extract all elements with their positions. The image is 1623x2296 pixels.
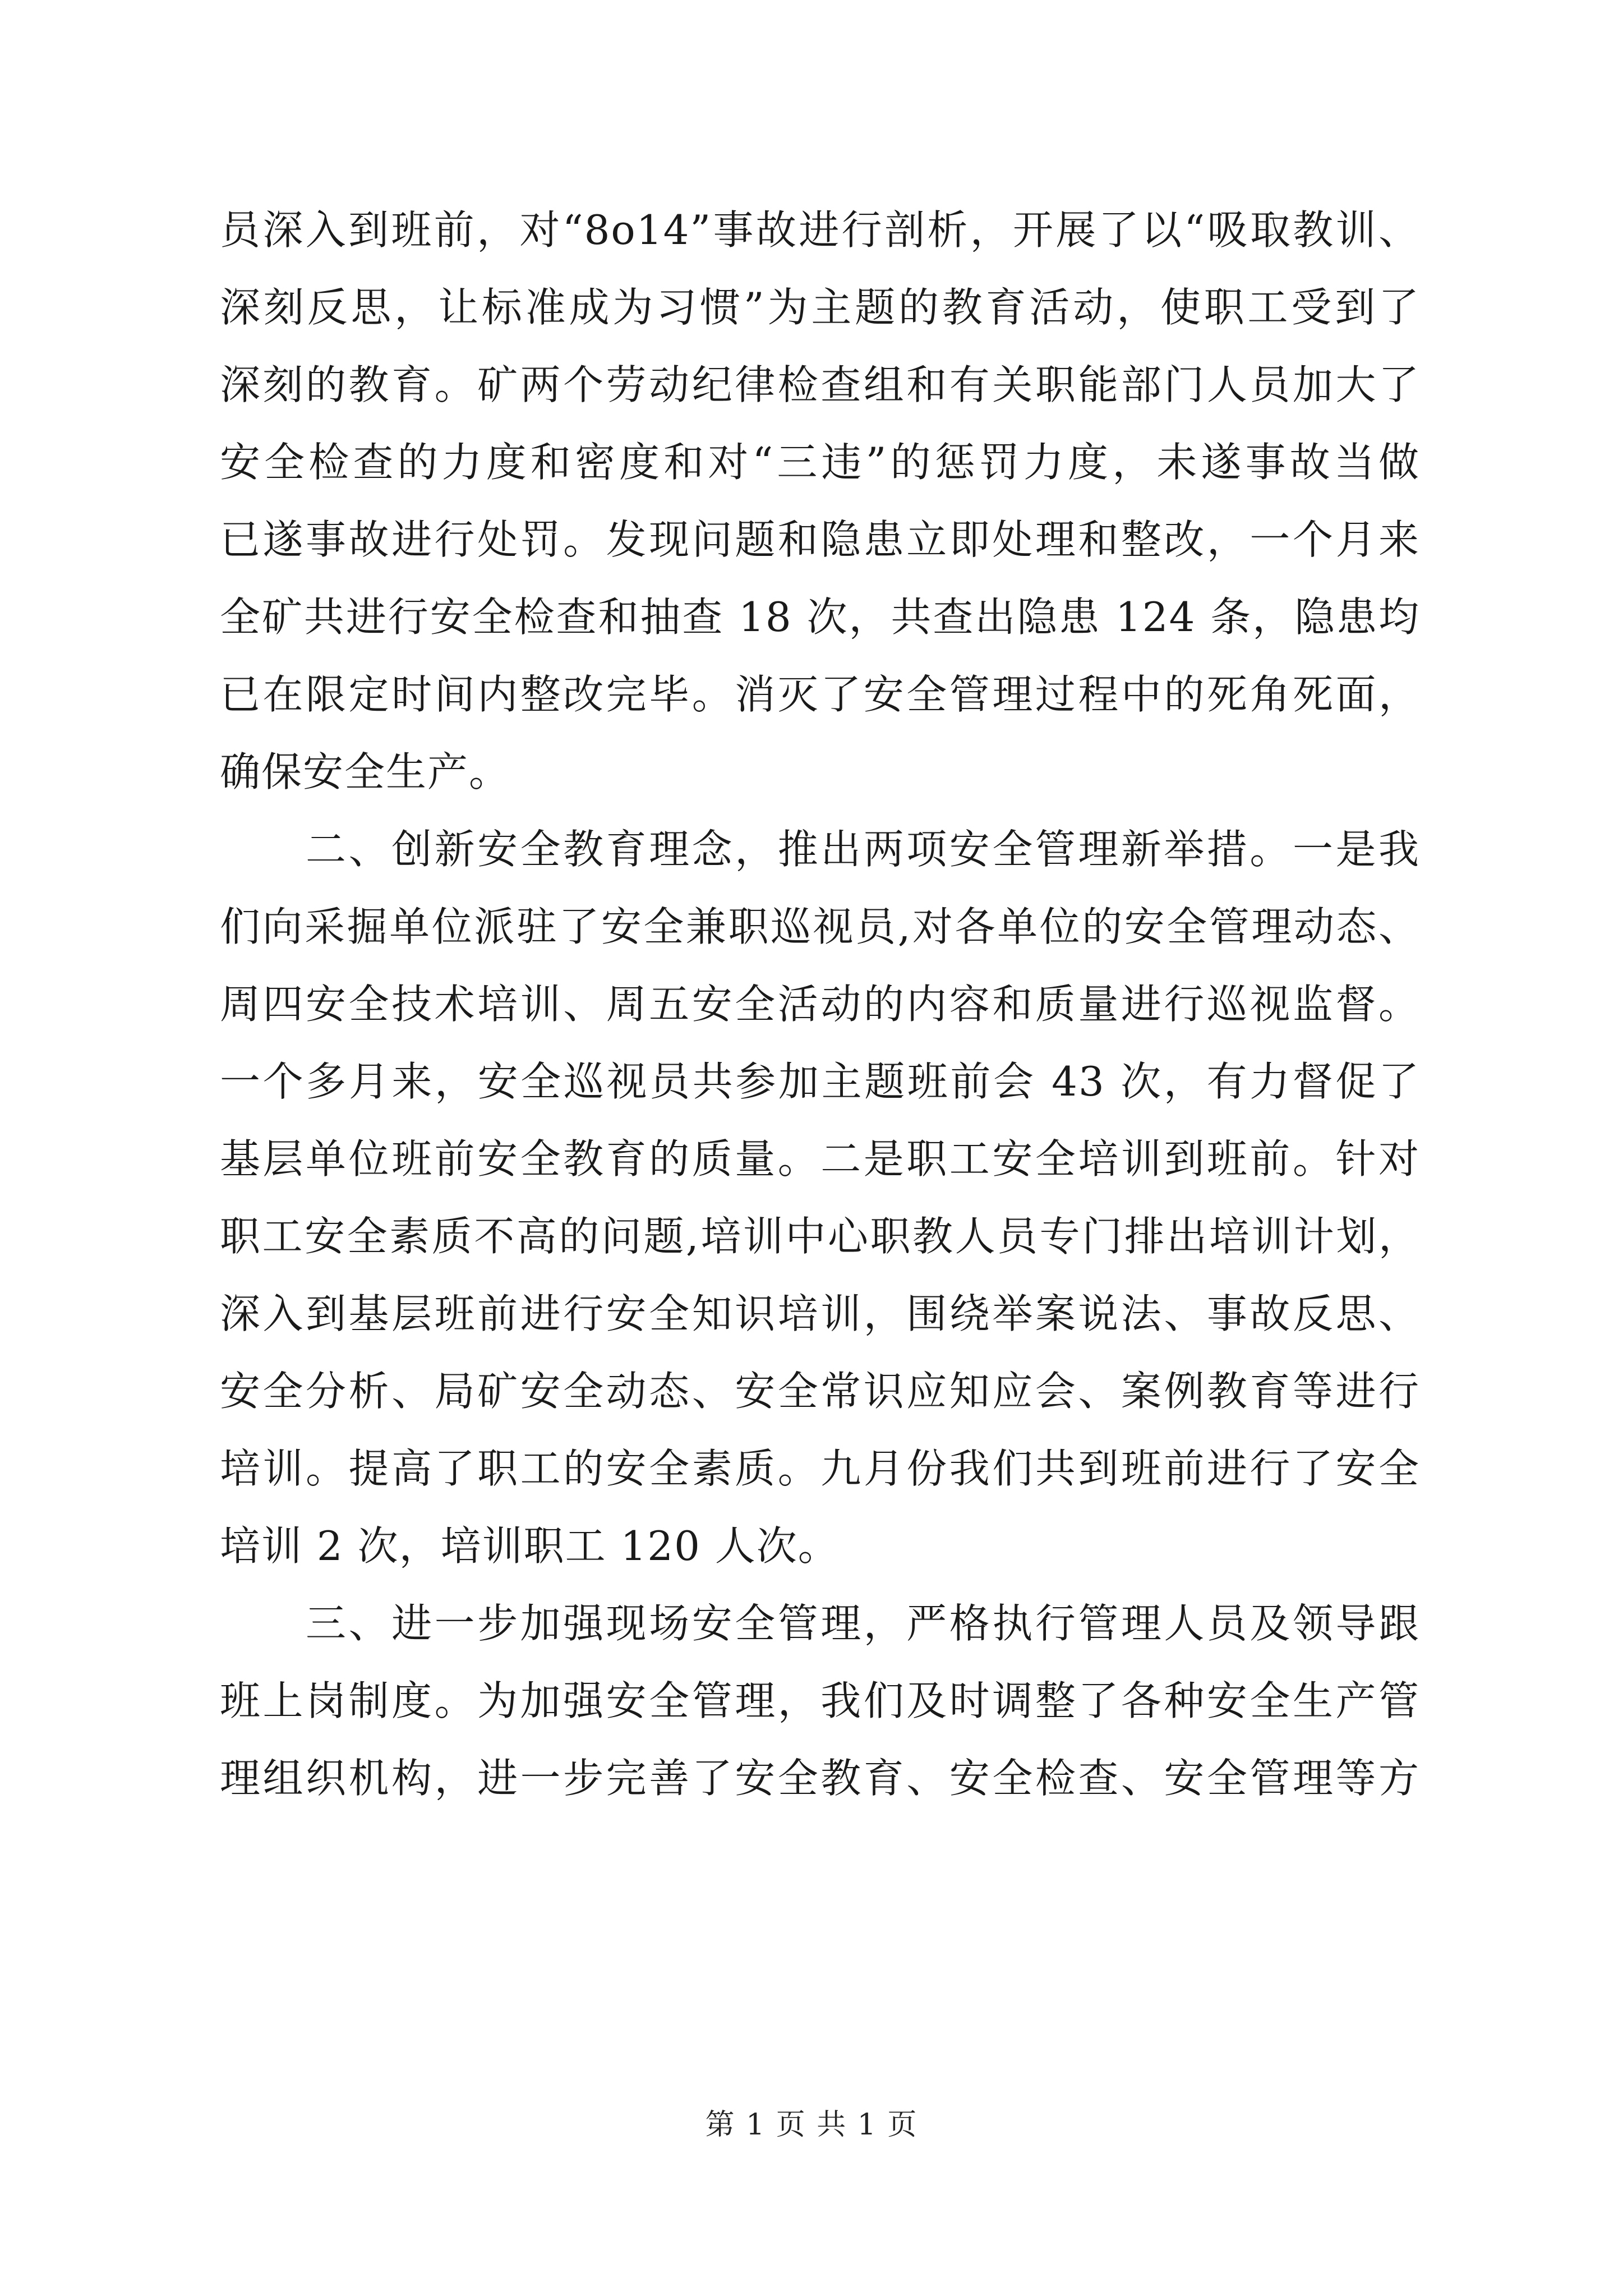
text-line: 二、创新安全教育理念，推出两项安全管理新举措。一是我 — [220, 826, 1420, 873]
text-line: 深刻的教育。矿两个劳动纪律检查组和有关职能部门人员加大了 — [220, 361, 1420, 408]
text-line: 已遂事故进行处罚。发现问题和隐患立即处理和整改，一个月来 — [220, 516, 1420, 563]
text-line: 们向采掘单位派驻了安全兼职巡视员,对各单位的安全管理动态、 — [220, 903, 1420, 950]
text-line: 深刻反思，让标准成为习惯”为主题的教育活动，使职工受到了 — [220, 284, 1420, 331]
text-line: 基层单位班前安全教育的质量。二是职工安全培训到班前。针对 — [220, 1135, 1420, 1182]
text-line: 全矿共进行安全检查和抽查 18 次，共查出隐患 124 条，隐患均 — [220, 593, 1420, 641]
text-line: 三、进一步加强现场安全管理，严格执行管理人员及领导跟 — [220, 1600, 1420, 1647]
text-line: 周四安全技术培训、周五安全活动的内容和质量进行巡视监督。 — [220, 981, 1420, 1028]
text-line: 培训。提高了职工的安全素质。九月份我们共到班前进行了安全 — [220, 1445, 1420, 1492]
text-line: 确保安全生产。 — [220, 748, 511, 795]
text-line: 员深入到班前，对“8o14”事故进行剖析，开展了以“吸取教训、 — [220, 206, 1420, 254]
page-footer: 第 1 页 共 1 页 — [705, 2108, 918, 2142]
text-line: 理组织机构，进一步完善了安全教育、安全检查、安全管理等方 — [220, 1755, 1420, 1802]
text-line: 已在限定时间内整改完毕。消灭了安全管理过程中的死角死面， — [220, 671, 1420, 718]
text-line: 培训 2 次，培训职工 120 人次。 — [220, 1522, 840, 1570]
text-line: 安全分析、局矿安全动态、安全常识应知应会、案例教育等进行 — [220, 1368, 1420, 1415]
text-line: 深入到基层班前进行安全知识培训，围绕举案说法、事故反思、 — [220, 1290, 1420, 1337]
text-line: 一个多月来，安全巡视员共参加主题班前会 43 次，有力督促了 — [220, 1058, 1420, 1105]
text-line: 班上岗制度。为加强安全管理，我们及时调整了各种安全生产管 — [220, 1677, 1420, 1724]
text-line: 安全检查的力度和密度和对“三违”的惩罚力度，未遂事故当做 — [220, 439, 1420, 486]
document-body — [220, 208, 1420, 1833]
text-line: 职工安全素质不高的问题,培训中心职教人员专门排出培训计划， — [220, 1213, 1420, 1260]
